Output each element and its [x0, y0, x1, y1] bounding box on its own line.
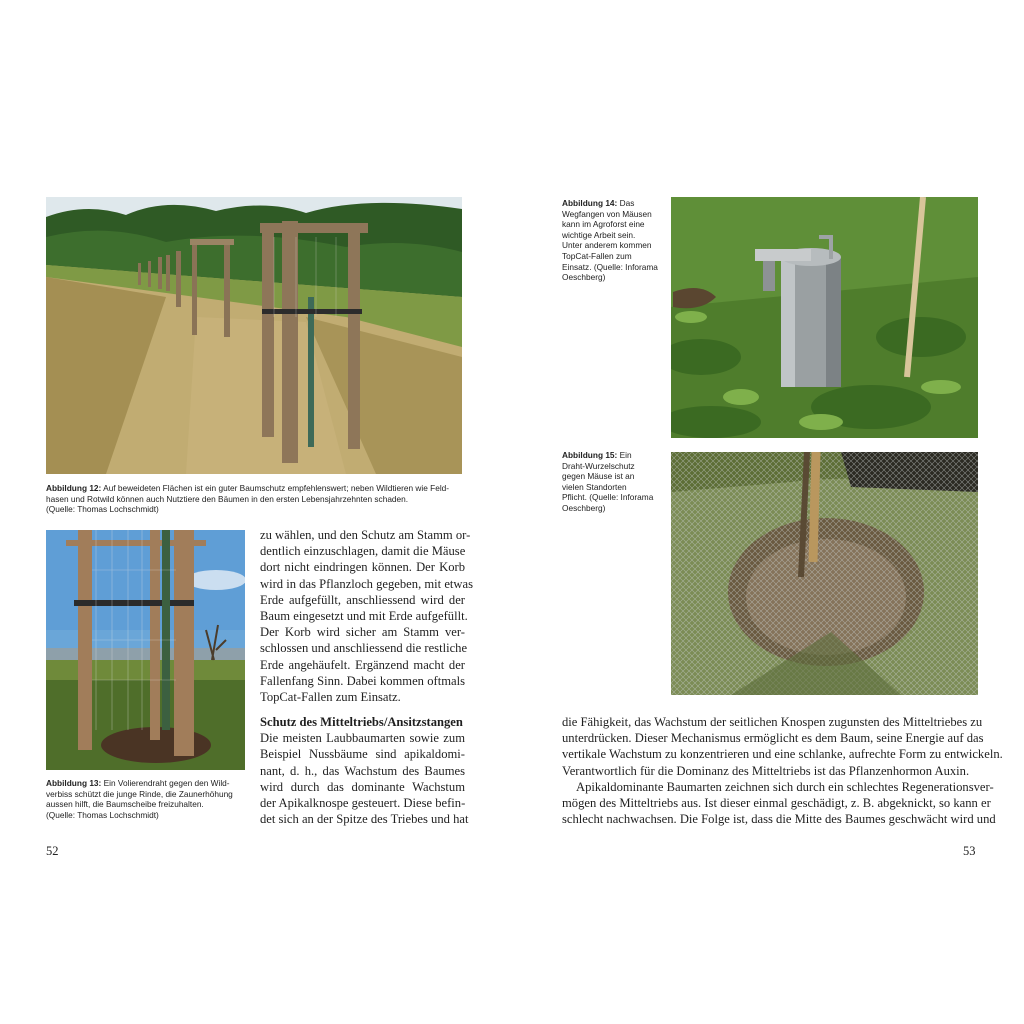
- caption-line: Das: [617, 198, 635, 208]
- figure-12-caption: [46, 483, 466, 515]
- right-body-text: [562, 714, 1003, 827]
- caption-line: hasen und Rotwild können auch Nutztiere den Bäumen in den ersten Lebensjahrzehnten schaden.: [46, 493, 409, 504]
- figure-14-caption: [562, 198, 667, 283]
- caption-line: aussen hilft, die Baumscheibe freizuhalten.: [46, 799, 204, 810]
- text-line: TopCat-Fallen zum Einsatz.: [260, 690, 401, 705]
- caption-line: (Quelle: Thomas Lochschmidt): [46, 809, 159, 820]
- figure-12-label: Abbildung 12:: [46, 483, 102, 493]
- section-heading: Schutz des Mitteltriebs/Ansitzstangen: [260, 715, 463, 729]
- text-line: Beispiel Nussbäume sind apikaldomi-: [260, 747, 465, 762]
- caption-line: (Quelle: Thomas Lochschmidt): [46, 504, 159, 515]
- text-line: Baum eingesetzt und mit Erde aufgefüllt.: [260, 609, 468, 624]
- figure-13-label: Abbildung 13:: [46, 778, 102, 788]
- caption-line: Einsatz. (Quelle: Inforama: [562, 261, 658, 272]
- text-line: nant, d. h., das Wachstum des Baumes: [260, 763, 465, 778]
- text-line: Fallenfang Sinn. Dabei kommen oftmals: [260, 673, 465, 688]
- caption-line: Oeschberg): [562, 272, 606, 283]
- page-number-left: 52: [46, 844, 59, 858]
- caption-line: TopCat-Fallen zum: [562, 250, 632, 261]
- figure-13-caption: [46, 778, 256, 820]
- figure-12-photo: [46, 197, 462, 474]
- text-line: die Fähigkeit, das Wachstum der seitlichen Knospen zugunsten des Mitteltriebes zu: [562, 715, 983, 729]
- caption-line: Unter anderem kommen: [562, 240, 652, 251]
- text-line: zu wählen, und den Schutz am Stamm or-: [260, 528, 471, 542]
- text-line: wird in das Pflanzloch gegeben, mit etwas: [260, 576, 473, 591]
- left-body-text-2: [260, 714, 469, 827]
- text-line: Erde angehäufelt. Ergänzend macht der: [260, 657, 465, 672]
- text-line: wird durch das dominante Wachstum: [260, 779, 465, 794]
- figure-13-photo: [46, 530, 245, 770]
- text-line: Verantwortlich für die Dominanz des Mitteltriebs ist das Pflanzenhormon Auxin.: [562, 763, 970, 778]
- text-line: schlecht nachwachsen. Die Folge ist, dass die Mitte des Baumes geschwächt wird und: [562, 812, 996, 827]
- page-number-right: 53: [963, 844, 976, 858]
- figure-15-photo: [671, 452, 978, 695]
- text-line: schlossen und anschliessend die restliche: [260, 641, 468, 656]
- caption-line: gegen Mäuse ist an: [562, 471, 635, 482]
- figure-15-label: Abbildung 15:: [562, 450, 618, 460]
- text-line: Erde aufgefüllt, anschliessend wird der: [260, 592, 465, 607]
- text-line: der Apikalknospe gesteuert. Diese befin-: [260, 796, 466, 811]
- caption-line: kann im Agroforst eine: [562, 219, 645, 230]
- text-line: unterdrücken. Dieser Mechanismus ermöglicht es dem Baum, seine Energie auf das: [562, 731, 984, 746]
- caption-line: Draht-Wurzelschutz: [562, 460, 635, 471]
- figure-15-caption: [562, 450, 667, 514]
- text-line: Apikaldominante Baumarten zeichnen sich durch ein schlechtes Regenerationsver-: [576, 779, 994, 794]
- caption-line: Auf beweideten Flächen ist ein guter Baumschutz empfehlenswert; neben Wildtieren wie Feld-: [101, 483, 450, 493]
- caption-line: Ein: [617, 450, 632, 460]
- caption-line: vielen Standorten: [562, 481, 627, 492]
- text-line: dort nicht eindringen können. Der Korb: [260, 560, 465, 575]
- caption-line: Pflicht. (Quelle: Inforama: [562, 492, 654, 503]
- caption-line: Wegfangen von Mäusen: [562, 208, 652, 219]
- text-line: Der Korb wird sicher am Stamm ver-: [260, 625, 465, 640]
- figure-14-label: Abbildung 14:: [562, 198, 618, 208]
- text-line: dentlich einzuschlagen, damit die Mäuse: [260, 544, 466, 559]
- text-line: det sich an der Spitze des Triebes und hat: [260, 812, 469, 827]
- caption-line: Oeschberg): [562, 502, 606, 513]
- text-line: Die meisten Laubbaumarten sowie zum: [260, 731, 465, 746]
- text-line: vertikale Wachstum zu konzentrieren und eine schlanke, aufrechte Form zu entwickeln.: [562, 747, 1003, 762]
- caption-line: Ein Volierendraht gegen den Wild-: [101, 778, 230, 788]
- caption-line: wichtige Arbeit sein.: [562, 229, 636, 240]
- left-body-text: [260, 527, 473, 705]
- caption-line: verbiss schützt die junge Rinde, die Zaunerhöhung: [46, 788, 233, 799]
- text-line: mögen des Mitteltriebs aus. Ist dieser einmal geschädigt, z. B. abgeknickt, so kann er: [562, 796, 991, 811]
- figure-14-photo: [671, 197, 978, 438]
